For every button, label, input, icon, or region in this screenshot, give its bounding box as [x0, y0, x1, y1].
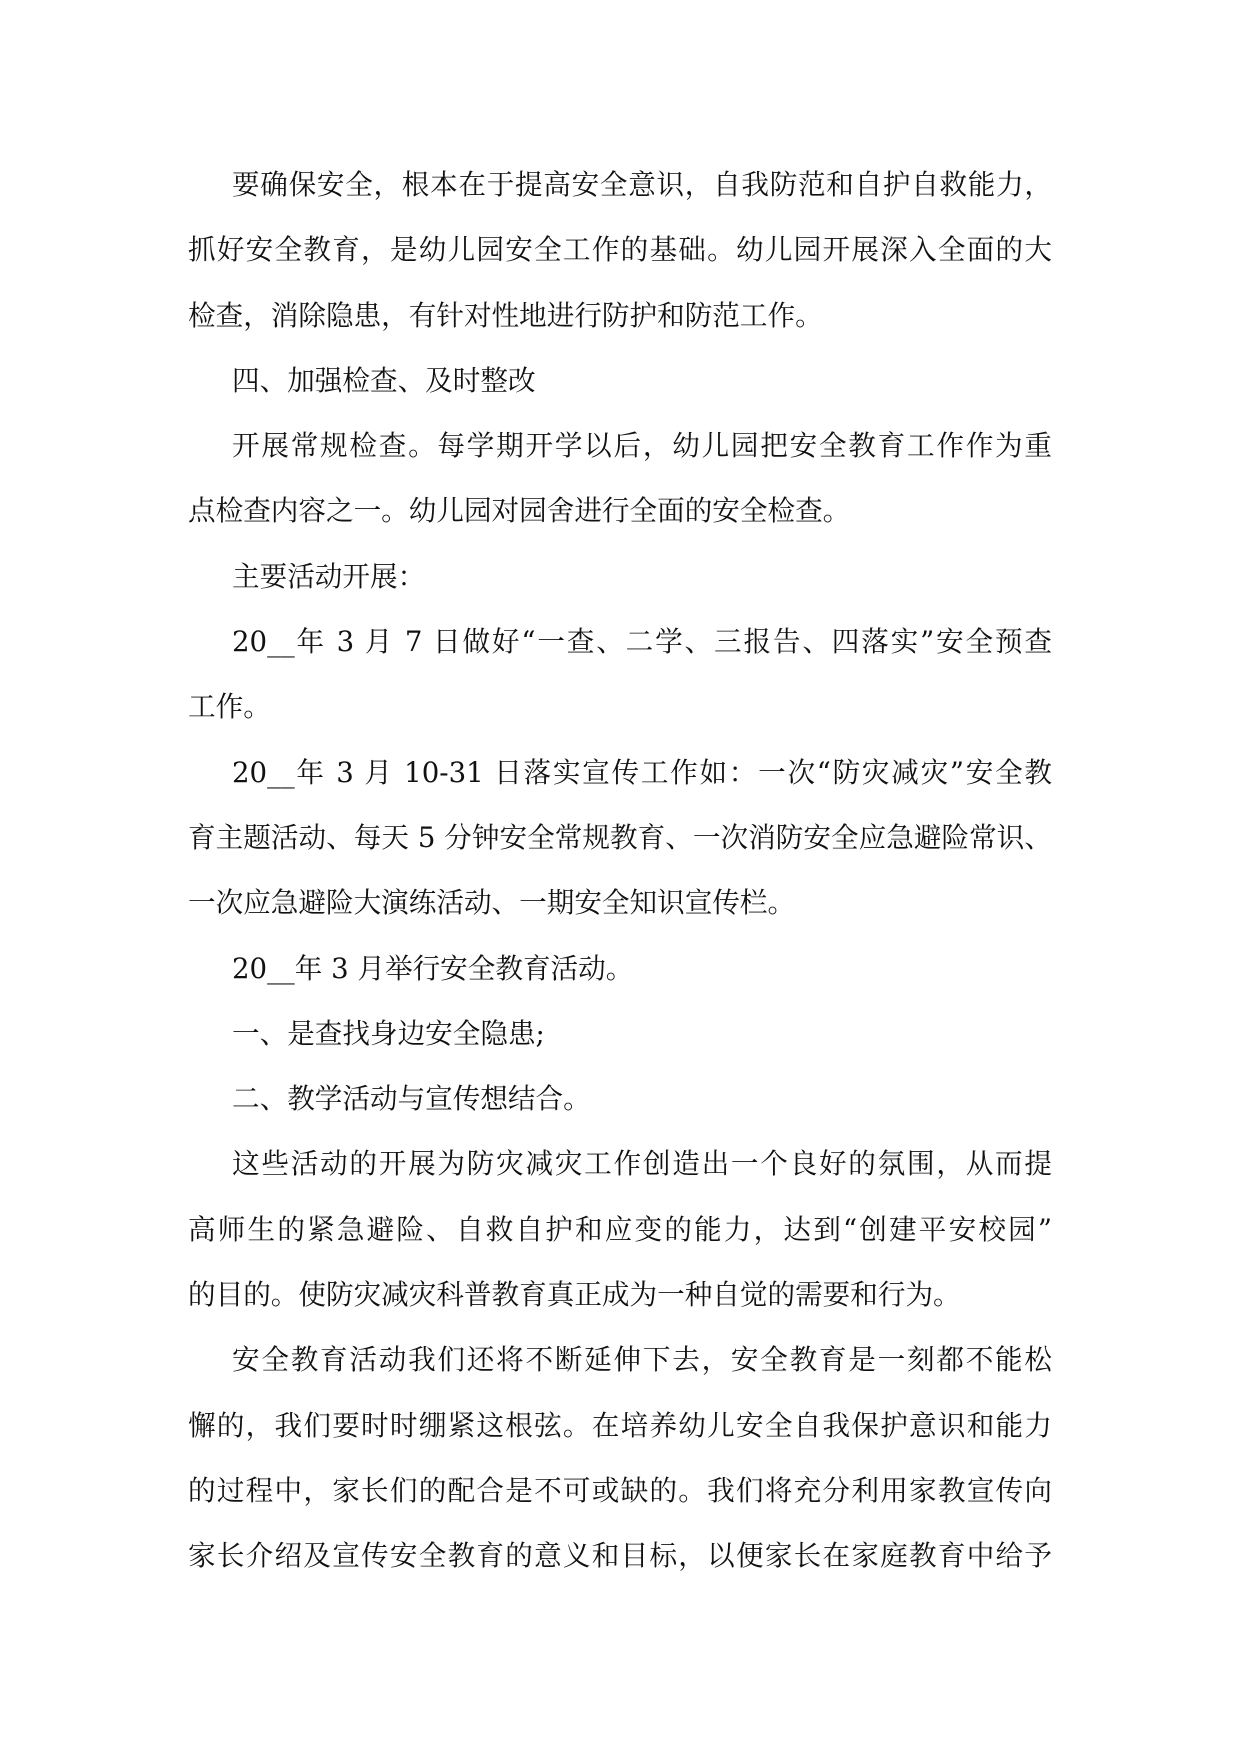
document-body [188, 152, 1052, 1589]
paragraph-line: 的过程中，家长们的配合是不可或缺的。我们将充分利用家教宣传向 [188, 1473, 1052, 1507]
paragraph-line: 20__年 3 月 10-31 日落实宣传工作如：一次“防灾减灾”安全教 [232, 755, 1052, 789]
paragraph-line: 开展常规检查。每学期开学以后，幼儿园把安全教育工作作为重 [232, 429, 1052, 463]
paragraph [188, 1327, 1052, 1588]
paragraph-line: 安全教育活动我们还将不断延伸下去，安全教育是一刻都不能松 [232, 1343, 1052, 1377]
paragraph-line: 这些活动的开展为防灾减灾工作创造出一个良好的氛围，从而提 [232, 1147, 1052, 1181]
paragraph-line: 懈的，我们要时时绷紧这根弦。在培养幼儿安全自我保护意识和能力 [188, 1408, 1052, 1442]
paragraph-line: 高师生的紧急避险、自救自护和应变的能力，达到“创建平安校园” [188, 1212, 1052, 1246]
paragraph-line: 20__年 3 月 7 日做好“一查、二学、三报告、四落实”安全预查 [232, 625, 1052, 659]
paragraph-line: 主要活动开展： [232, 559, 426, 593]
paragraph [188, 936, 1052, 1001]
paragraph [188, 1001, 1052, 1066]
paragraph-line: 点检查内容之一。幼儿园对园舍进行全面的安全检查。 [188, 494, 851, 528]
paragraph [188, 1066, 1052, 1131]
paragraph-line: 育主题活动、每天 5 分钟安全常规教育、一次消防安全应急避险常识、 [188, 820, 1052, 854]
paragraph-line: 检查，消除隐患，有针对性地进行防护和防范工作。 [188, 298, 823, 332]
paragraph [188, 413, 1052, 544]
paragraph-line: 的目的。使防灾减灾科普教育真正成为一种自觉的需要和行为。 [188, 1278, 961, 1312]
paragraph-line: 20__年 3 月举行安全教育活动。 [232, 951, 634, 985]
paragraph [188, 1131, 1052, 1327]
paragraph-line: 四、加强检查、及时整改 [232, 363, 536, 397]
paragraph-line: 要确保安全，根本在于提高安全意识，自我防范和自护自救能力， [232, 168, 1052, 201]
section-heading [188, 348, 1052, 413]
paragraph-line: 二、教学活动与宣传想结合。 [232, 1082, 591, 1116]
paragraph [188, 740, 1052, 936]
paragraph-line: 工作。 [188, 690, 271, 724]
paragraph [188, 609, 1052, 740]
paragraph-line: 家长介绍及宣传安全教育的意义和目标，以便家长在家庭教育中给予 [188, 1539, 1052, 1573]
paragraph [188, 152, 1052, 348]
paragraph-line: 抓好安全教育，是幼儿园安全工作的基础。幼儿园开展深入全面的大 [188, 233, 1052, 267]
paragraph-line: 一、是查找身边安全隐患; [232, 1016, 545, 1050]
paragraph [188, 544, 1052, 609]
paragraph-line: 一次应急避险大演练活动、一期安全知识宣传栏。 [188, 886, 796, 920]
